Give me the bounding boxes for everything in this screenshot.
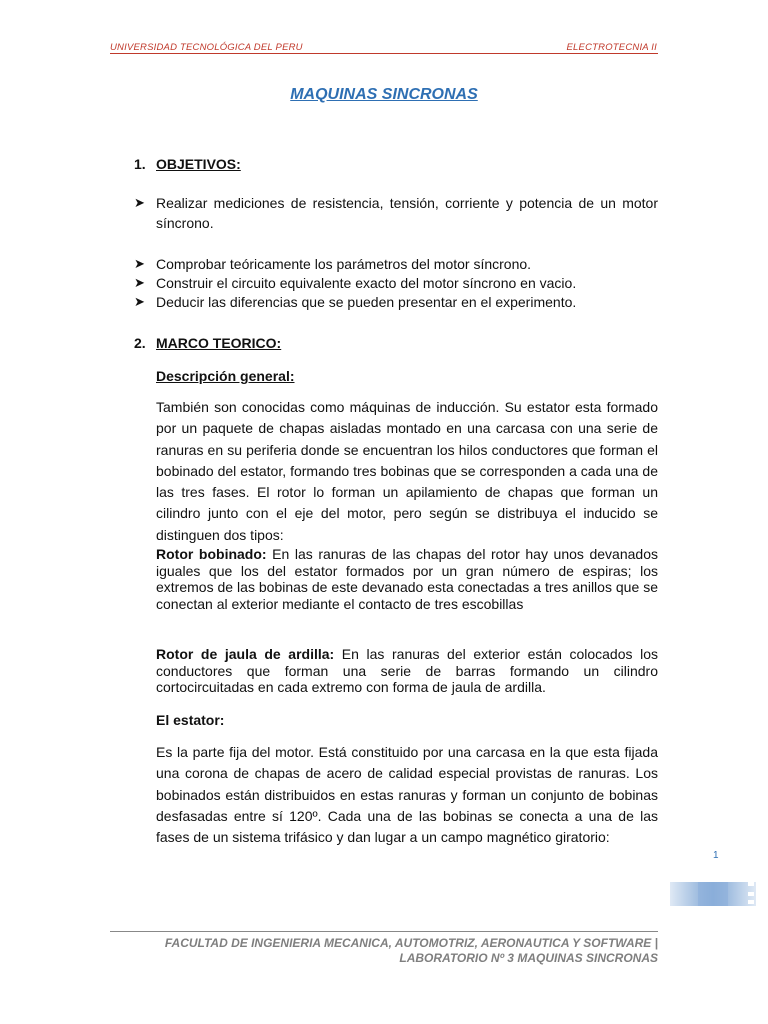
section-title: OBJETIVOS: — [156, 156, 241, 172]
arrow-bullet-icon: ➤ — [134, 195, 145, 210]
rotor-bobinado-label: Rotor bobinado: — [156, 546, 267, 562]
bullet-text: Construir el circuito equivalente exacto del motor síncrono en vacio. — [156, 275, 577, 291]
bullet-text: Deducir las diferencias que se pueden presentar en el experimento. — [156, 294, 577, 310]
page-footer — [98, 936, 658, 966]
page-number: 1 — [713, 850, 719, 861]
document-title: MAQUINAS SINCRONAS — [290, 86, 478, 103]
header-university: UNIVERSIDAD TECNOLÓGICA DEL PERU — [110, 42, 303, 53]
objective-bullet-1 — [134, 193, 658, 233]
rotor-bobinado-paragraph — [156, 546, 658, 612]
objective-bullet-2 — [134, 254, 658, 274]
bullet-text: Comprobar teóricamente los parámetros del motor síncrono. — [156, 256, 532, 272]
estator-heading: El estator: — [156, 712, 225, 728]
rotor-bobinado-text: En las ranuras de las chapas del rotor hay unos devanados iguales que los del estator formados por un gran número de espiras; los extremos de las bobinas de este devanado esta conectadas a tres anillos que se conectan al exterior mediante el contacto de tres escobillas — [156, 546, 658, 612]
footer-divider — [110, 931, 658, 932]
section-number: 2. — [134, 335, 146, 351]
estator-paragraph: Es la parte fija del motor. Está constituido por una carcasa en la que esta fijada una corona de chapas de acero de calidad especial provistas de ranuras. Los bobinados están distribuidos en estas ranuras y forman un conjunto de bobinas desfasadas entre sí 120º. Cada una de las bobinas se conecta a una de las fases de un sistema trifásico y dan lugar a un campo magnético giratorio: — [156, 744, 658, 846]
section-marco-teorico-heading — [134, 335, 281, 351]
objective-bullet-4 — [134, 292, 658, 312]
arrow-bullet-icon: ➤ — [134, 256, 145, 271]
footer-faculty: FACULTAD DE INGENIERIA MECANICA, AUTOMOTRIZ, AERONAUTICA Y SOFTWARE | — [164, 936, 658, 950]
arrow-bullet-icon: ➤ — [134, 275, 145, 290]
descripcion-general-heading: Descripción general: — [156, 368, 295, 384]
footer-lab-title: LABORATORIO Nº 3 MAQUINAS SINCRONAS — [399, 951, 658, 965]
header-divider — [110, 53, 658, 54]
section-number: 1. — [134, 156, 146, 172]
intro-paragraph: También son conocidas como máquinas de inducción. Su estator esta formado por un paquete de chapas aisladas montado en una carcasa con una serie de ranuras en su periferia donde se encuentran los hilos conductores que forman el bobinado del estator, formando tres bobinas que se corresponden a cada una de las tres fases. El rotor lo forman un apilamiento de chapas que forman un cilindro junto con el eje del motor, pero según se distribuya el inducido se distinguen dos tipos: — [156, 399, 658, 543]
header-course: ELECTROTECNIA II — [566, 42, 657, 53]
page-number-decoration-icon — [670, 880, 756, 910]
rotor-jaula-text: En las ranuras del exterior están colocados los conductores que forman una serie de barras formando un cilindro cortocircuitadas en cada extremo con forma de jaula de ardilla. — [156, 646, 658, 695]
rotor-jaula-paragraph — [156, 646, 658, 696]
objective-bullet-3 — [134, 273, 658, 293]
section-title: MARCO TEORICO: — [156, 335, 282, 351]
arrow-bullet-icon: ➤ — [134, 294, 145, 309]
bullet-text: Realizar mediciones de resistencia, tensión, corriente y potencia de un motor síncrono. — [156, 195, 658, 231]
rotor-jaula-label: Rotor de jaula de ardilla: — [156, 646, 335, 662]
section-objetivos-heading — [134, 156, 241, 172]
